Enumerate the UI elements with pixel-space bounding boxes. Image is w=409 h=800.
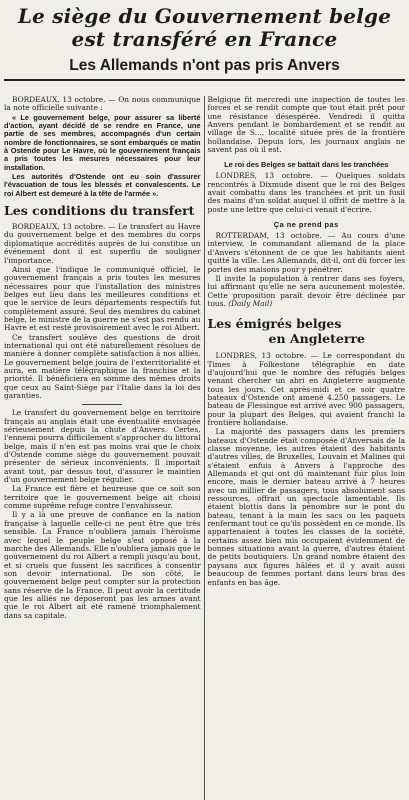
left-column [4,96,205,800]
paragraph: Ce transfert soulève des questions de droit international qui ont été naturellement résolues de manière à donner complète satisfaction à nos alliés. Le gouvernement belge jouira de l'exterritorialité et aura, en matière télégraphique la franchise et la priorité. Il bénéficiera en somme des mêmes droits que ceux au Saint-Siège par l'Italie dans la loi des garanties. [4,332,201,400]
paragraph: BORDEAUX, 13 octobre. — Le transfert au Havre du gouvernement belge et des membres du corps diplomatique accrédités auprès de lui constitue un événement dont il est superflu de souligner l'importance. [4,222,201,265]
paragraph: La majorité des passagers dans les premiers bateaux d'Ostende était composée d'Anversais de la classe moyenne, les autres étaient des habitants d'autres villes, de Bruxelles, Louvain et Malines qui s'étaient enfuis à Anvers à l'approche des Allemands et qui ont dû maintenant fuir plus loin encore, mais le dernier bateau arrivé à 7 heures avec un millier de passagers, tous absolument sans ressources, offrait un spectacle lamentable. Ils étaient blottis dans la pénombre sur le pont du bateau, tenant à la main les sacs ou les paquets renfermant tout ce qu'ils possèdent en ce monde. Ils appartenaient à toutes les classes de la société, certains assez bien mis occupaient évidemment de bonnes situations avant la guerre, d'autres étaient de petits boutiquiers. Un grand nombre étaient des paysans aux figures hâlées et il y avait aussi beaucoup de femmes portant dans leurs bras des enfants en bas âge. [207,427,405,587]
section-title-emigres [208,316,405,346]
subheadline: Les Allemands n'ont pas pris Anvers [69,57,340,74]
paragraph [208,275,405,308]
separator [82,404,122,405]
dateline-intro: BORDEAUX, 13 octobre. — On nous communique la note officielle suivante : [4,96,201,113]
paragraph: La France est fière et heureuse que ce soit son territoire que le gouvernement belge ait choisi comme suprême refuge contre l'envahisseur. [4,484,201,511]
subsection-roi: Le roi des Belges se battait dans les tranchées [224,160,389,170]
paragraph: LONDRES, 13 octobre. — Le correspondant du Times à Folkestone télégraphie en date d'aujourd'hui que le nombre des réfugiés belges venant chercher un abri en Angleterre augmente tous les jours. Cet après-midi et ce soir quatre bateaux d'Ostende ont amené 4.250 passagers. Le bateau de Flessingue est arrivé avec 900 passagers, pour la plupart des Belges, qui avaient franchi la frontière hollandaise. [207,351,405,427]
article-columns [4,96,405,800]
right-column [205,96,405,800]
paragraph: Ainsi que l'indique le communiqué officiel, le gouvernement français a pris toutes les mesures nécessaires pour que l'installation des ministres belges eut lieu dans les meilleures conditions et que le service de leurs départements respectifs fut complètement assuré. Seul des membres du cabinet belge, le ministre de la guerre ne s'est pas rendu au Havre et est resté provisoirement avec le roi Albert. [4,264,201,333]
subsection-ca-ne-prend-pas: Ça ne prend pas [273,220,339,230]
paragraph: Le transfert du gouvernement belge en territoire français au anglais était une éventualité envisagée sérieusement depuis la chute d'Anvers. Certes, l'ennemi pourra difficilement s'approcher du littoral belge, mais il n'en est pas moins vrai que le choix d'Ostende comme siège du gouvernement pouvait présenter de sérieux inconvénients. Il importait avant tout, par dessus tout, d'assurer le maintien d'un gouvernement belge régulier. [4,408,201,485]
official-note-2: Les autorités d'Ostende ont eu soin d'assurer l'évacuation de tous les blessés et convalescents. Le roi Albert est demeuré à la tête de l'armée ». [4,172,201,198]
official-note-1: « Le gouvernement belge, pour assurer sa liberté d'action, ayant décidé de se rendre en France, une partie de ses membres, accompagnés d'un certain nombre de fonctionnaires, se sont embarqués ce matin à Ostende pour Le Havre, où le gouvernement français a pris toutes les mesures nécessaires pour leur installation. [4,112,201,172]
paragraph: Belgique fit mercredi une inspection de toutes les forces et se rendit compte que tout était prêt pour une résistance désespérée. Vendredi il quitta Anvers pendant le bombardement et se rendit au village de S..., localité située près de la frontière hollandaise. Depuis lors, les journaux anglais ne savent pas où il est. [207,96,405,155]
headline: Le siège du Gouvernement belge est transféré en France [17,4,392,51]
source-daily-mail: (Daily Mail) [228,298,273,308]
section-title-line2: en Angleterre [268,331,365,347]
paragraph-text: Il invite la population à rentrer dans ses foyers, lui affirmant qu'elle ne sera aucunement molestée. Cette proposition paraît devoir être déclinée par tous. [207,273,405,308]
section-title-line1: Les émigrés belges [207,316,342,332]
section-title-transfert: Les conditions du transfert [4,203,195,219]
paragraph: ROTTERDAM, 13 octobre. — Au cours d'une interview, le commandant allemand de la place d'Anvers s'étonnent de ce que les habitants aient quitté la ville. Les Allemands, dit-il, ont dû forcer les portes des maisons pour y pénétrer. [207,231,405,274]
header-rule [4,79,405,81]
paragraph: LONDRES, 13 octobre. — Quelques soldats rencontrés à Dixmude disent que le roi des Belges avait combattu dans les tranchées et prit un fusil des mains d'un soldat auquel il offrit de mettre à la poste une lettre que celui-ci venait d'écrire. [207,171,405,214]
paragraph: Il y a là une preuve de confiance en la nation française à laquelle celle-ci ne peut être que très sensible. La France n'oubliera jamais l'héroïsme avec lequel le peuple belge s'est opposé à la marche des Allemands. Elle n'oubliera jamais que le gouvernement du roi Albert a rempli jusqu'au bout, et si cruels que fussent les sacrifices à consentir son devoir international. De son côté, le gouvernement belge peut compter sur la protection sans réserve de la France. Il peut avoir la certitude que les alliés ne déposeront pas les armes avant que le roi Albert ait été ramené triomphalement dans sa capitale. [4,510,201,620]
